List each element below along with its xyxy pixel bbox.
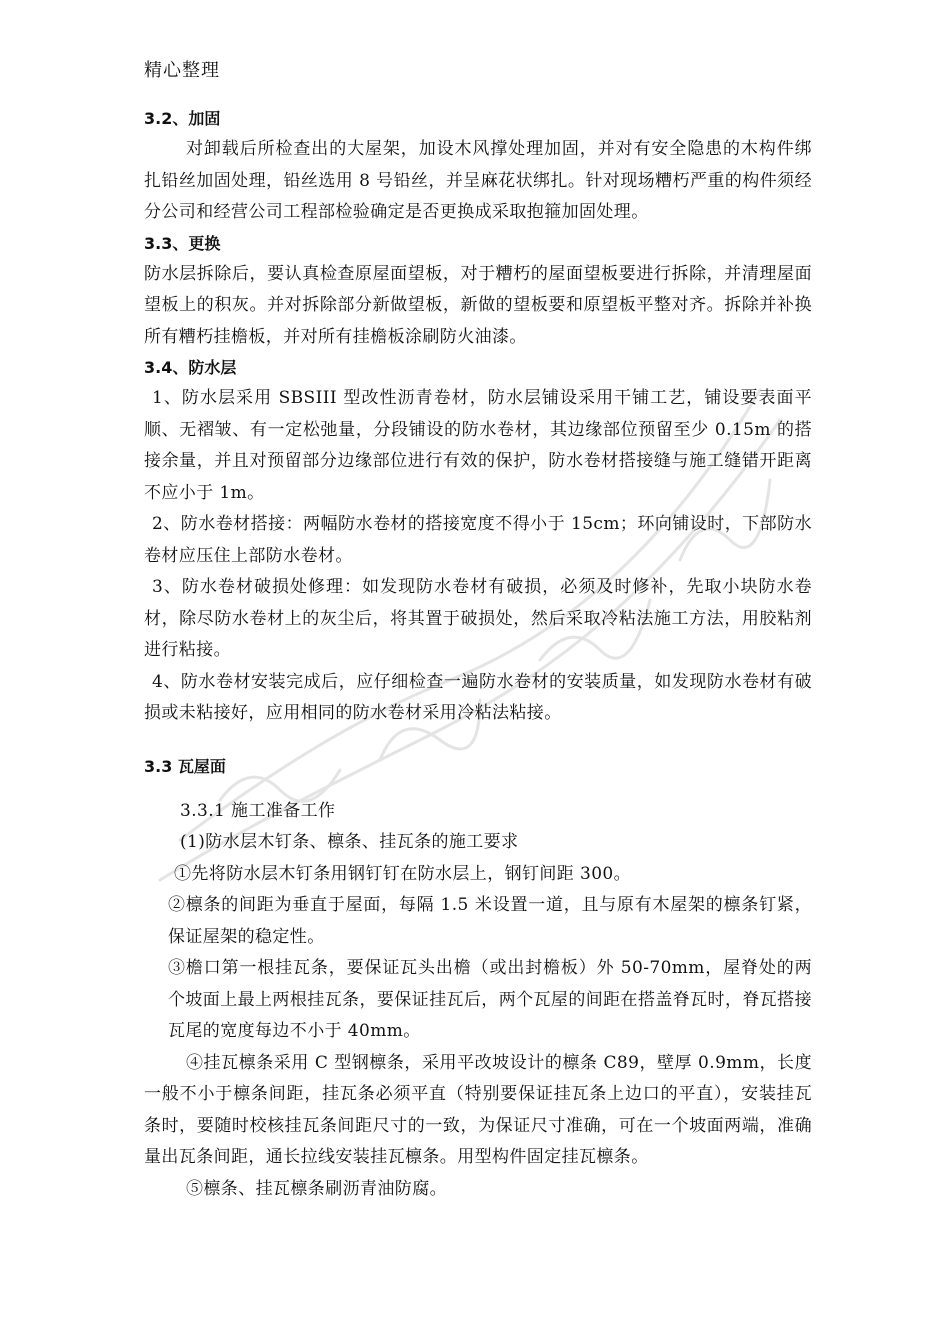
subsection-title: 3.3.1 施工准备工作 [180, 800, 336, 821]
section-heading-3-2: 3.2、加固 [144, 109, 221, 128]
list-item: ⑤檩条、挂瓦檩条刷沥青油防腐。 [186, 1178, 447, 1199]
document-body [144, 104, 812, 1205]
header-note: 精心整理 [144, 60, 220, 81]
list-item: ④挂瓦檩条采用 C 型钢檩条，采用平改坡设计的檩条 C89，壁厚 0.9mm，长度一般不小于檩条间距，挂瓦条必须平直（特别要保证挂瓦条上边口的平直），安装挂瓦条时，要随时校核挂瓦条间距尺寸的一致，为保证尺寸准确，可在一个坡面两端，准确量出瓦条间距，通长拉线安装挂瓦檩条。用型构件固定挂瓦檩条。 [144, 1052, 812, 1167]
section-heading-3-3-roof: 3.3 瓦屋面 [144, 756, 226, 776]
paragraph: 对卸载后所检查出的大屋架，加设木风撑处理加固，并对有安全隐患的木构件绑扎铅丝加固处理，铅丝选用 8 号铅丝，并呈麻花状绑扎。针对现场糟朽严重的构件须经分公司和经营公司工程部检验确定是否更换成采取抱箍加固处理。 [144, 139, 812, 222]
list-item: 2、防水卷材搭接：两幅防水卷材的搭接宽度不得小于 15cm；环向铺设时，下部防水卷材应压住上部防水卷材。 [144, 514, 812, 566]
list-item: ②檩条的间距为垂直于屋面，每隔 1.5 米设置一道，且与原有木屋架的檩条钉紧，保证屋架的稳定性。 [168, 895, 812, 947]
list-item: 3、防水卷材破损处修理：如发现防水卷材有破损，必须及时修补，先取小块防水卷材，除尽防水卷材上的灰尘后，将其置于破损处，然后采取冷粘法施工方法，用胶粘剂进行粘接。 [144, 577, 812, 660]
paragraph: 防水层拆除后，要认真检查原屋面望板，对于糟朽的屋面望板要进行拆除，并清理屋面望板上的积灰。并对拆除部分新做望板，新做的望板要和原望板平整对齐。拆除并补换所有糟朽挂檐板，并对所有挂檐板涂刷防火油漆。 [144, 263, 812, 347]
list-item: ①先将防水层木钉条用钢钉钉在防水层上，钢钉间距 300。 [174, 863, 632, 884]
subsection-subtitle: (1)防水层木钉条、檩条、挂瓦条的施工要求 [180, 832, 519, 852]
list-item: 1、防水层采用 SBSIII 型改性沥青卷材，防水层铺设采用干铺工艺，铺设要表面平顺、无褶皱、有一定松弛量，分段铺设的防水卷材，其边缘部位预留至少 0.15m 的搭接余量，并且对预留部分边缘部位进行有效的保护，防水卷材搭接缝与施工缝错开距离不应小于 1m。 [144, 388, 812, 503]
list-item: 4、防水卷材安装完成后，应仔细检查一遍防水卷材的安装质量，如发现防水卷材有破损或未粘接好，应用相同的防水卷材采用冷粘法粘接。 [144, 671, 812, 723]
section-heading-3-4: 3.4、防水层 [144, 358, 237, 377]
section-heading-3-3: 3.3、更换 [144, 233, 221, 253]
list-item: ③檐口第一根挂瓦条，要保证瓦头出檐（或出封檐板）外 50-70mm，屋脊处的两个坡面上最上两根挂瓦条，要保证挂瓦后，两个瓦屋的间距在搭盖脊瓦时，脊瓦搭接瓦尾的宽度每边不小于 40mm。 [168, 958, 812, 1041]
